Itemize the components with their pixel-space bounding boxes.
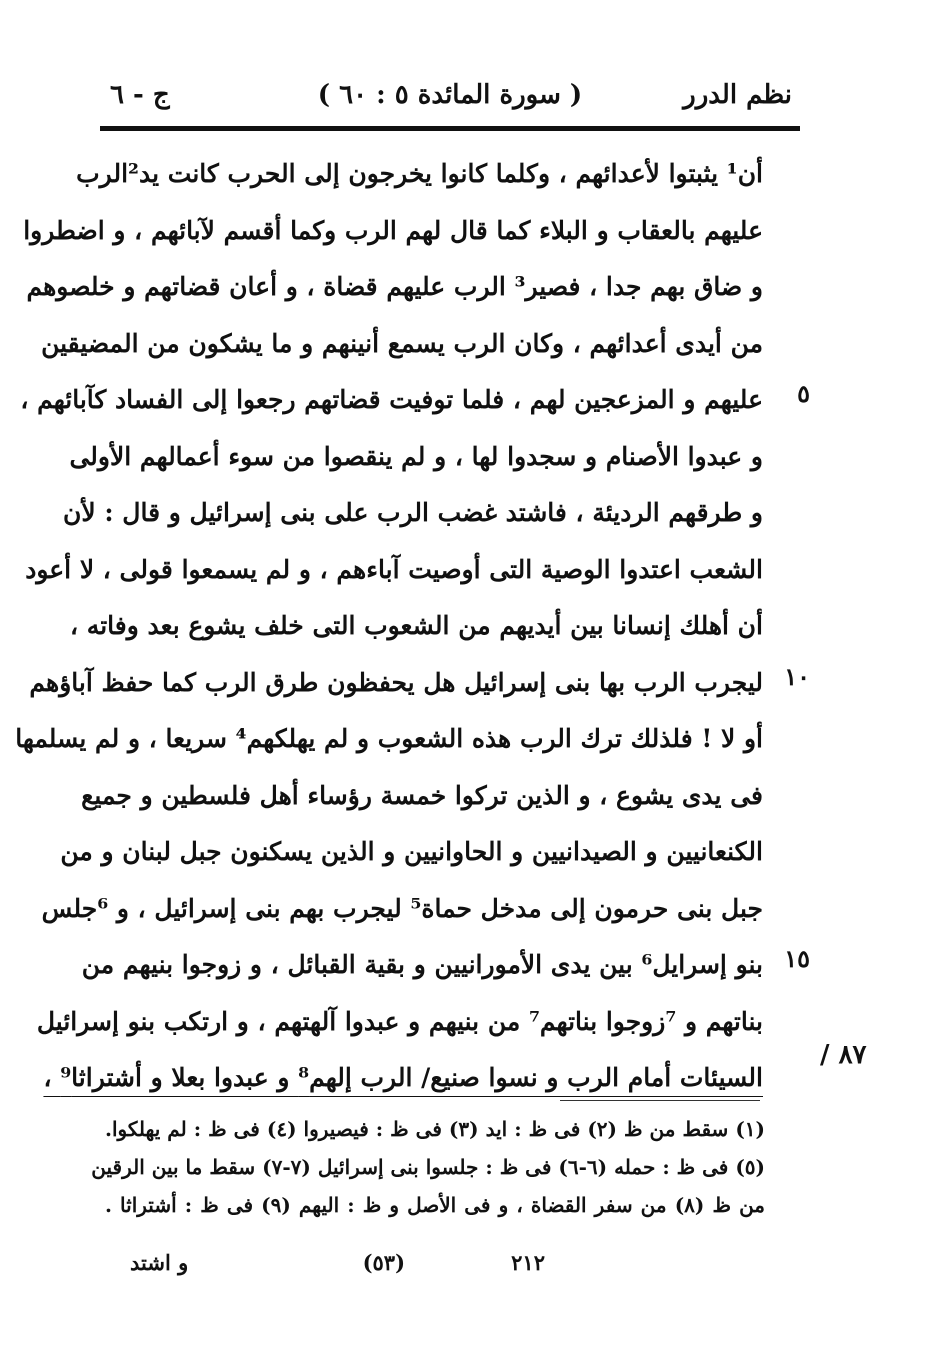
line-number: ٥ [797,379,810,408]
volume-label: ج - ٦ [110,80,170,110]
surah-reference: ( سورة المائدة ٥ : ٦٠ ) [317,80,583,110]
signature-mark: (٥٣) [362,1250,405,1275]
header-rule [100,126,800,131]
text-line: بنو إسرايل⁶ بين يدى الأمورانيين و بقية القبائل ، و زوجوا بنيهم من [81,950,763,979]
running-header [100,80,800,124]
text-line: أن أهلك إنسانا بين أيديهم من الشعوب التى خلف يشوع بعد وفاته ، [70,611,763,640]
manuscript-folio-ref: ٨٧ / [820,1040,867,1070]
text-line: جبل بنى حرمون إلى مدخل حماة⁵ ليجرب بهم بنى إسرائيل ، و ⁶جلس [41,893,763,923]
text-line: و عبدوا الأصنام و سجدوا لها ، و لم ينقصوا من سوء أعمالهم الأولى [69,441,763,471]
text-line: فى يدى يشوع ، و الذين تركوا خمسة رؤساء أهل فلسطين و جميع [81,780,763,810]
text-line: من أيدى أعدائهم ، وكان الرب يسمع أنينهم و ما يشكون من المضيقين [41,328,763,358]
text-line: و ضاق بهم جدا ، فصير³ الرب عليهم قضاة ، و أعان قضاتهم و خلصوهم [26,272,763,301]
text-line: الشعب اعتدوا الوصية التى أوصيت آباءهم ، و لم يسمعوا قولى ، لا أعود [25,554,763,584]
text-line: عليهم بالعقاب و البلاء كما قال لهم الرب وكما أقسم لآبائهم ، و اضطروا [23,215,763,245]
footnote-line: من ظ (٨) من سفر القضاة ، و فى الأصل و ظ : اليهم (٩) فى ظ : أشتراثا . [105,1193,766,1217]
book-title: نظم الدرر [683,80,792,110]
text-line: و طرقهم الرديئة ، فاشتد غضب الرب على بنى إسرائيل و قال : لأن [63,498,763,527]
text-line: عليهم و المزعجين لهم ، فلما توفيت قضاتهم رجعوا إلى الفساد كآبائهم ، [20,385,763,414]
footnotes [91,1112,766,1226]
text-line: السيئات أمام الرب و نسوا صنيع/ الرب إلهم⁸ و عبدوا بعلا و أشتراثا⁹ ، [43,1063,763,1092]
text-line: ليجرب الرب بها بنى إسرائيل هل يحفظون طرق الرب كما حفظ آباؤهم [29,667,763,697]
line-number: ١٥ [784,944,810,973]
text-line: أن¹ يثبتوا لأعدائهم ، وكلما كانوا يخرجون إلى الحرب كانت يد²الرب [76,159,763,188]
line-numbers [770,370,810,992]
text-line: أو لا ! فلذلك ترك الرب هذه الشعوب و لم يهلكهم⁴ سريعا ، و لم يسلمها [15,724,763,753]
page-number: ٢١٢ [511,1250,545,1275]
footnote-line: (١) سقط من ظ (٢) فى ظ : ايد (٣) فى ظ : فيصيروا (٤) فى ظ : لم يهلكوا. [105,1117,766,1141]
footnote-rule [560,1100,760,1101]
main-text [15,150,763,1111]
line-number: ١٠ [784,661,810,691]
page-footer [100,1250,800,1280]
footnote-line: (٥) فى ظ : حمله (٦-٦) فى ظ : جلسوا بنى إسرائيل (٧-٧) سقط ما بين الرقين [91,1155,765,1179]
text-line: الكنعانيين و الصيدانيين و الحاوانيين و الذين يسكنون جبل لبنان و من [60,837,763,866]
text-line: بناتهم و ⁷زوجوا بناتهم⁷ من بنيهم و عبدوا آلهتهم ، و ارتكب بنو إسرائيل [36,1006,763,1036]
catchword: و اشتد [130,1250,189,1275]
